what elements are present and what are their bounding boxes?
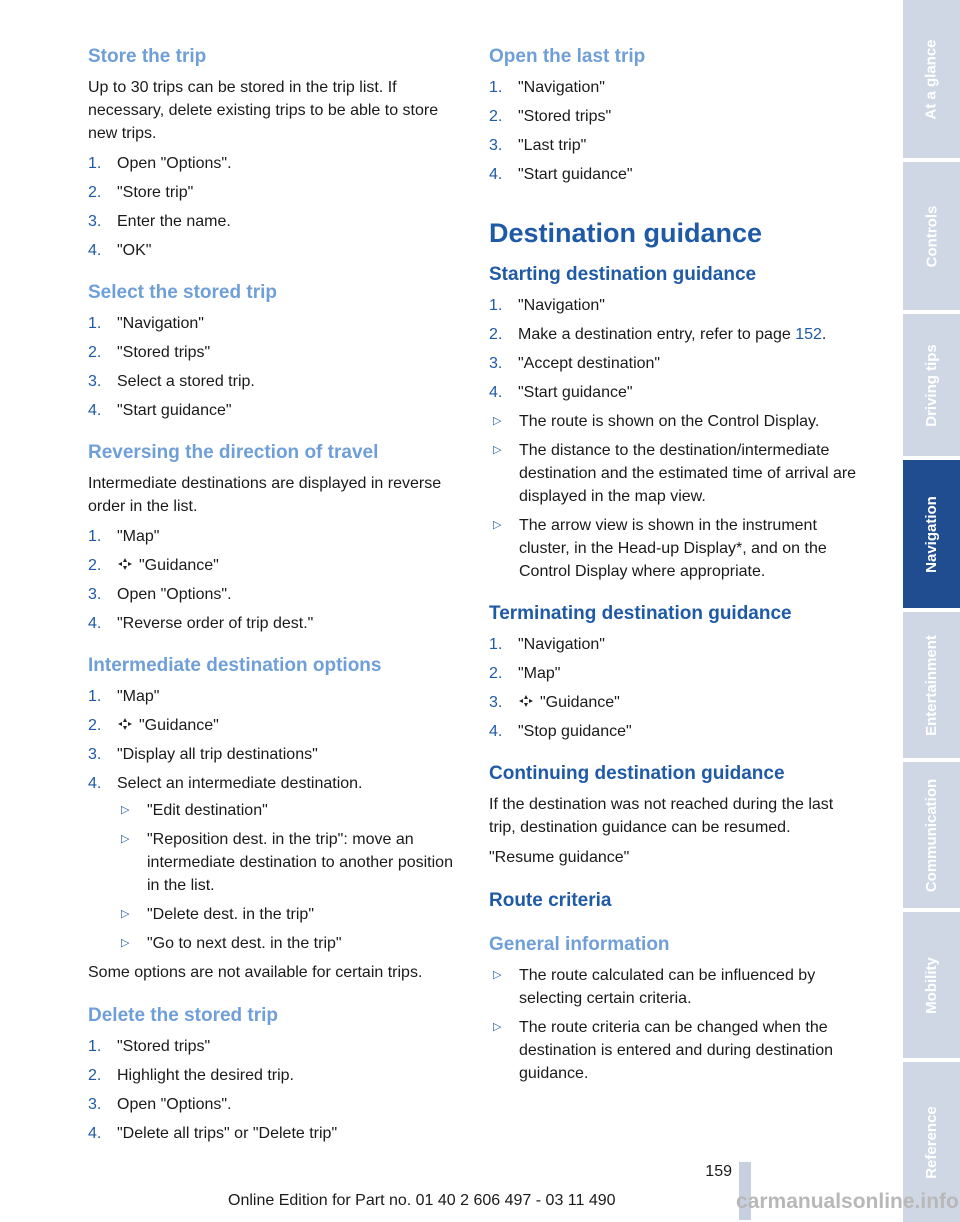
bullet-item: ▷ The arrow view is shown in the instrument cluster, in the Head-up Display*, and on the Control Display where appropriate. <box>493 517 827 580</box>
reverse-direction-steps <box>88 525 463 635</box>
destination-guidance-title: Destination guidance <box>489 218 763 248</box>
list-item: 2. "Guidance" <box>88 717 219 734</box>
edition-footer: Online Edition for Part no. 01 40 2 606 497 - 03 11 490 <box>228 1192 616 1209</box>
tab-communication[interactable]: Communication <box>903 762 960 908</box>
tab-reference[interactable]: Reference <box>903 1062 960 1222</box>
delete-trip-steps <box>88 1035 463 1145</box>
list-item: 3. "Last trip" <box>489 137 587 154</box>
tab-entertainment[interactable]: Entertainment <box>903 612 960 758</box>
general-information-bullets <box>489 964 864 1085</box>
continuing-guidance-heading: Continuing destination guidance <box>489 763 785 784</box>
bullet-item: ▷ "Go to next dest. in the trip" <box>121 935 342 952</box>
list-item: 2. "Map" <box>489 665 561 682</box>
intermediate-options-heading: Intermediate destination options <box>88 655 382 676</box>
list-item: 3. "Display all trip destinations" <box>88 746 318 763</box>
intermediate-options-bullets <box>117 799 463 955</box>
terminating-guidance-heading: Terminating destination guidance <box>489 603 792 624</box>
bullet-item: ▷ "Delete dest. in the trip" <box>121 906 314 923</box>
starting-guidance-steps <box>489 294 864 404</box>
last-trip-steps <box>489 76 864 186</box>
page-number: 159 <box>705 1163 732 1180</box>
delete-trip-heading: Delete the stored trip <box>88 1005 279 1026</box>
list-item: 4. "OK" <box>88 242 152 259</box>
bullet-item: ▷ The route calculated can be influenced by selecting certain criteria. <box>493 967 816 1007</box>
guidance-icon <box>117 717 133 731</box>
bullet-item: ▷ The route is shown on the Control Display. <box>493 413 820 430</box>
tab-controls[interactable]: Controls <box>903 162 960 310</box>
section-tabs-sidebar <box>903 0 960 1222</box>
list-item: 4. "Reverse order of trip dest." <box>88 615 314 632</box>
tab-at-a-glance[interactable]: At a glance <box>903 0 960 158</box>
list-item: 1. "Map" <box>88 688 160 705</box>
list-item: 1. "Navigation" <box>489 297 605 314</box>
list-item: 3. "Guidance" <box>489 694 620 711</box>
list-item: 4. "Start guidance" <box>489 166 633 183</box>
bullet-item: ▷ The route criteria can be changed when the destination is entered and during destination guidance. <box>493 1019 833 1082</box>
watermark: carmanualsonline.info <box>736 1190 959 1213</box>
page-reference-link[interactable]: 152 <box>795 326 822 343</box>
list-item: 2. "Guidance" <box>88 557 219 574</box>
guidance-icon <box>117 557 133 571</box>
terminating-guidance-steps <box>489 633 864 743</box>
list-item: 2. "Store trip" <box>88 184 194 201</box>
list-item: 4. "Stop guidance" <box>489 723 632 740</box>
list-item: 1. "Navigation" <box>489 636 605 653</box>
list-item: 1. "Navigation" <box>489 79 605 96</box>
list-item: 4. "Delete all trips" or "Delete trip" <box>88 1125 338 1142</box>
bullet-item: ▷ "Reposition dest. in the trip": move an intermediate destination to another position in the list. <box>121 831 453 894</box>
list-item: 4. "Start guidance" <box>88 402 232 419</box>
list-item: 2. Highlight the desired trip. <box>88 1067 294 1084</box>
list-item: 1. Open "Options". <box>88 155 232 172</box>
list-item: 4. Select an intermediate destination. ▷ "Edit destination" ▷ "Reposition dest. in the trip": move an intermediate destination to another position in the list. ▷ "Delete dest. in the trip" ▷ "Go to next dest. in the trip" <box>88 772 463 955</box>
list-item: 2. Make a destination entry, refer to page 152. <box>489 326 827 343</box>
intermediate-options-steps <box>88 685 463 955</box>
reverse-direction-heading: Reversing the direction of travel <box>88 442 379 463</box>
bullet-item: ▷ The distance to the destination/intermediate destination and the estimated time of arrival are displayed in the map view. <box>493 442 857 505</box>
tab-driving-tips[interactable]: Driving tips <box>903 314 960 456</box>
guidance-icon <box>518 694 534 708</box>
select-trip-steps <box>88 312 463 422</box>
list-item: 3. "Accept destination" <box>489 355 661 372</box>
select-trip-heading: Select the stored trip <box>88 282 277 303</box>
store-trip-intro: Up to 30 trips can be stored in the trip list. If necessary, delete existing trips to be able to store new trips. <box>88 79 439 142</box>
last-trip-heading: Open the last trip <box>489 46 646 67</box>
list-item: 3. Select a stored trip. <box>88 373 255 390</box>
left-column <box>88 44 463 1151</box>
general-information-heading: General information <box>489 934 670 955</box>
tab-mobility[interactable]: Mobility <box>903 912 960 1058</box>
starting-guidance-bullets <box>489 410 864 583</box>
list-item: 4. "Start guidance" <box>489 384 633 401</box>
route-criteria-heading: Route criteria <box>489 890 612 911</box>
list-item: 3. Enter the name. <box>88 213 231 230</box>
right-column <box>489 44 864 1091</box>
list-item: 1. "Map" <box>88 528 160 545</box>
list-item: 1. "Navigation" <box>88 315 204 332</box>
bullet-item: ▷ "Edit destination" <box>121 802 268 819</box>
list-item: 3. Open "Options". <box>88 586 232 603</box>
list-item: 1. "Stored trips" <box>88 1038 211 1055</box>
reverse-direction-intro: Intermediate destinations are displayed in reverse order in the list. <box>88 475 442 515</box>
tab-navigation[interactable]: Navigation <box>903 460 960 608</box>
resume-guidance-action: "Resume guidance" <box>489 849 630 866</box>
list-item: 2. "Stored trips" <box>88 344 211 361</box>
store-trip-heading: Store the trip <box>88 46 207 67</box>
list-item: 3. Open "Options". <box>88 1096 232 1113</box>
intermediate-options-note: Some options are not available for certain trips. <box>88 964 423 981</box>
starting-guidance-heading: Starting destination guidance <box>489 264 757 285</box>
list-item: 2. "Stored trips" <box>489 108 612 125</box>
store-trip-steps <box>88 152 463 262</box>
continuing-guidance-text: If the destination was not reached during the last trip, destination guidance can be resumed. <box>489 796 834 836</box>
